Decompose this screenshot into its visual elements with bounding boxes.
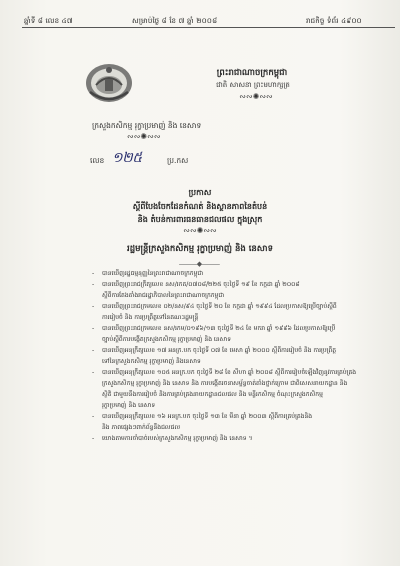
clause-item: - បានឃើញអនុក្រឹត្យលេខ ១០៥ អនក្រ.បក ចុះថ្ងៃទី ២៨ ខែ សីហា ឆ្នាំ ២០០៨ ស្តីពីការរៀបចំឡើងវិញនូវការគ្រប់គ្រង ក្រសួងកសិកម្ម រុក្ខាប្រមាញ់ និង នេសាទ និង ការបង្កើតរចនាសម្ព័ន្ធចាត់តាំងថ្នាក់ក្រោម ជាពិសេសនាយកដ្ឋាន និង ស្ថិតិ ជាមួយនឹងការរៀបចំ និងការគ្រប់គ្រងនាយកដ្ឋានជលផល និង មន្ទីរកសិកម្ម ចំណុះក្រសួងកសិកម្ម រុក្ខាប្រមាញ់ និង នេសាទ bbox=[92, 367, 392, 411]
clause-text: បានឃើញអនុក្រឹត្យលេខ ១៦ អនក្រ.បក ចុះថ្ងៃទី ១៣ ខែ មីនា ឆ្នាំ ២០០៣ ស្តីពីការគ្រប់គ្រងនិង និង ភាពផ្សេងៗពាក់ព័ន្ធនឹងជលផល bbox=[102, 413, 313, 431]
clause-text: បានឃើញអនុក្រឹត្យលេខ ១០៥ អនក្រ.បក ចុះថ្ងៃទី ២៨ ខែ សីហា ឆ្នាំ ២០០៨ ស្តីពីការរៀបចំឡើងវិញនូវការគ្រប់គ្រង ក្រសួងកសិកម្ម រុក្ខាប្រមាញ់ និង នេសាទ និង ការបង្កើតរចនាសម្ព័ន្ធចាត់តាំងថ្នាក់ក្រោម ជាពិសេសនាយកដ្ឋាន និង ស្ថិតិ ជាមួយនឹងការរៀបចំ និងការគ្រប់គ្រងនាយកដ្ឋានជលផល និង មន្ទីរកសិកម្ម ចំណុះក្រសួងកសិកម្ម រុក្ខាប្រមាញ់ និង នេសាទ bbox=[102, 369, 357, 409]
clause-text: យោងតាមការចាំបាច់របស់ក្រសួងកសិកម្ម រុក្ខាប្រមាញ់ និង នេសាទ ។ bbox=[102, 435, 253, 442]
clause-item: - បានឃើញព្រះរាជក្រមលេខ នស/រកម/០១៩៦/១៣ ចុះថ្ងៃទី ២៤ ខែ មករា ឆ្នាំ ១៩៩៦ ដែលប្រកាសឱ្យប្រើ ច្បាប់ស្តីពីការបង្កើតក្រសួងកសិកម្ម រុក្ខាប្រមាញ់ និង នេសាទ bbox=[92, 323, 392, 345]
ministry-emblem-icon bbox=[84, 62, 134, 104]
preamble-clauses bbox=[92, 268, 392, 444]
ornament-right: ∾∾✺∾∾ bbox=[239, 92, 273, 101]
doc-number-suffix: ប្រ.កស bbox=[167, 156, 189, 165]
national-motto: ជាតិ សាសនា ព្រះមហាក្សត្រ bbox=[216, 81, 290, 89]
ornament-center: ∾∾✺∾∾ bbox=[183, 226, 217, 235]
gazette-date: សម្រាប់ថ្ងៃ ៨ ខែ ៧ ឆ្នាំ ២០០៨ bbox=[132, 17, 218, 25]
gazette-page: រាជកិច្ច ទំព័រ ៤៩០០ bbox=[306, 17, 362, 25]
clause-item: - បានឃើញព្រះរាជក្រឹត្យលេខ នស/រកត/០៧០៨/២២៥ ចុះថ្ងៃទី ១៩ ខែ កក្កដា ឆ្នាំ ២០០៨ ស្តីពីការតែងតាំងរាជរដ្ឋាភិបាលនៃព្រះរាជាណាចក្រកម្ពុជា bbox=[92, 279, 392, 301]
clause-item: - បានឃើញរដ្ឋធម្មនុញ្ញនៃព្រះរាជាណាចក្រកម្ពុជា bbox=[92, 268, 392, 279]
header-rule bbox=[22, 27, 395, 28]
document-title: ប្រកាស bbox=[188, 188, 212, 197]
doc-number-handwritten: ១២៥ bbox=[112, 150, 142, 166]
clause-text: បានឃើញព្រះរាជក្រមលេខ នស/រកម/០១៩៦/១៣ ចុះថ្ងៃទី ២៤ ខែ មករា ឆ្នាំ ១៩៩៦ ដែលប្រកាសឱ្យប្រើ ច្បាប់ស្តីពីការបង្កើតក្រសួងកសិកម្ម រុក្ខាប្រមាញ់ និង នេសាទ bbox=[102, 325, 336, 343]
clause-text: បានឃើញរដ្ឋធម្មនុញ្ញនៃព្រះរាជាណាចក្រកម្ពុជា bbox=[102, 270, 204, 277]
issuing-minister: រដ្ឋមន្ត្រីក្រសួងកសិកម្ម រុក្ខាប្រមាញ់ និង នេសាទ bbox=[127, 244, 273, 254]
gazette-year-issue: ឆ្នាំទី ៨ លេខ ៤៧ bbox=[24, 17, 73, 25]
clause-item: - បានឃើញអនុក្រឹត្យលេខ ១៦ អនក្រ.បក ចុះថ្ងៃទី ១៣ ខែ មីនា ឆ្នាំ ២០០៣ ស្តីពីការគ្រប់គ្រងនិង និង ភាពផ្សេងៗពាក់ព័ន្ធនឹងជលផល bbox=[92, 411, 392, 433]
subject-line-1: ស្តីពីបែងចែកដែនកំណត់ និងស្ថានភាពនៃតំបន់ bbox=[132, 202, 268, 211]
ornament-left: ∾∾✺∾∾ bbox=[127, 132, 161, 141]
clause-item: - យោងតាមការចាំបាច់របស់ក្រសួងកសិកម្ម រុក្ខាប្រមាញ់ និង នេសាទ ។ bbox=[92, 433, 392, 444]
doc-number-label: លេខ bbox=[90, 156, 105, 165]
clause-item: - បានឃើញអនុក្រឹត្យលេខ ១៧ អនក្រ.បក ចុះថ្ងៃទី ០៧ ខែ មេសា ឆ្នាំ ២០០០ ស្តីពីការរៀបចំ និង ការប្រព្រឹត្ត ទៅនៃក្រសួងកសិកម្ម រុក្ខាប្រមាញ់ និងនេសាទ bbox=[92, 345, 392, 367]
kingdom-heading: ព្រះរាជាណាចក្រកម្ពុជា bbox=[216, 68, 288, 78]
clause-item: - បានឃើញព្រះរាជក្រមលេខ ០២/នស/៩៤ ចុះថ្ងៃទី ២០ ខែ កក្កដា ឆ្នាំ ១៩៩៤ ដែលប្រកាសឱ្យប្រើច្បាប់ស្តីពី ការរៀបចំ និង ការប្រព្រឹត្តទៅនៃគណៈរដ្ឋមន្ត្រី bbox=[92, 301, 392, 323]
subject-line-2: និង តំបន់ការពារធនធានជលផល ក្នុងស្រុក bbox=[137, 215, 263, 224]
clause-text: បានឃើញព្រះរាជក្រឹត្យលេខ នស/រកត/០៧០៨/២២៥ ចុះថ្ងៃទី ១៩ ខែ កក្កដា ឆ្នាំ ២០០៨ ស្តីពីការតែងតាំងរាជរដ្ឋាភិបាលនៃព្រះរាជាណាចក្រកម្ពុជា bbox=[102, 281, 300, 299]
clause-text: បានឃើញអនុក្រឹត្យលេខ ១៧ អនក្រ.បក ចុះថ្ងៃទី ០៧ ខែ មេសា ឆ្នាំ ២០០០ ស្តីពីការរៀបចំ និង ការប្រព្រឹត្ត ទៅនៃក្រសួងកសិកម្ម រុក្ខាប្រមាញ់ និងនេសាទ bbox=[102, 347, 337, 365]
section-divider: ———◆——— bbox=[178, 260, 220, 268]
ministry-name: ក្រសួងកសិកម្ម រុក្ខាប្រមាញ់ និង នេសាទ bbox=[92, 121, 202, 130]
clause-text: បានឃើញព្រះរាជក្រមលេខ ០២/នស/៩៤ ចុះថ្ងៃទី ២០ ខែ កក្កដា ឆ្នាំ ១៩៩៤ ដែលប្រកាសឱ្យប្រើច្បាប់ស្តីពី ការរៀបចំ និង ការប្រព្រឹត្តទៅនៃគណៈរដ្ឋមន្ត្រី bbox=[102, 303, 337, 321]
